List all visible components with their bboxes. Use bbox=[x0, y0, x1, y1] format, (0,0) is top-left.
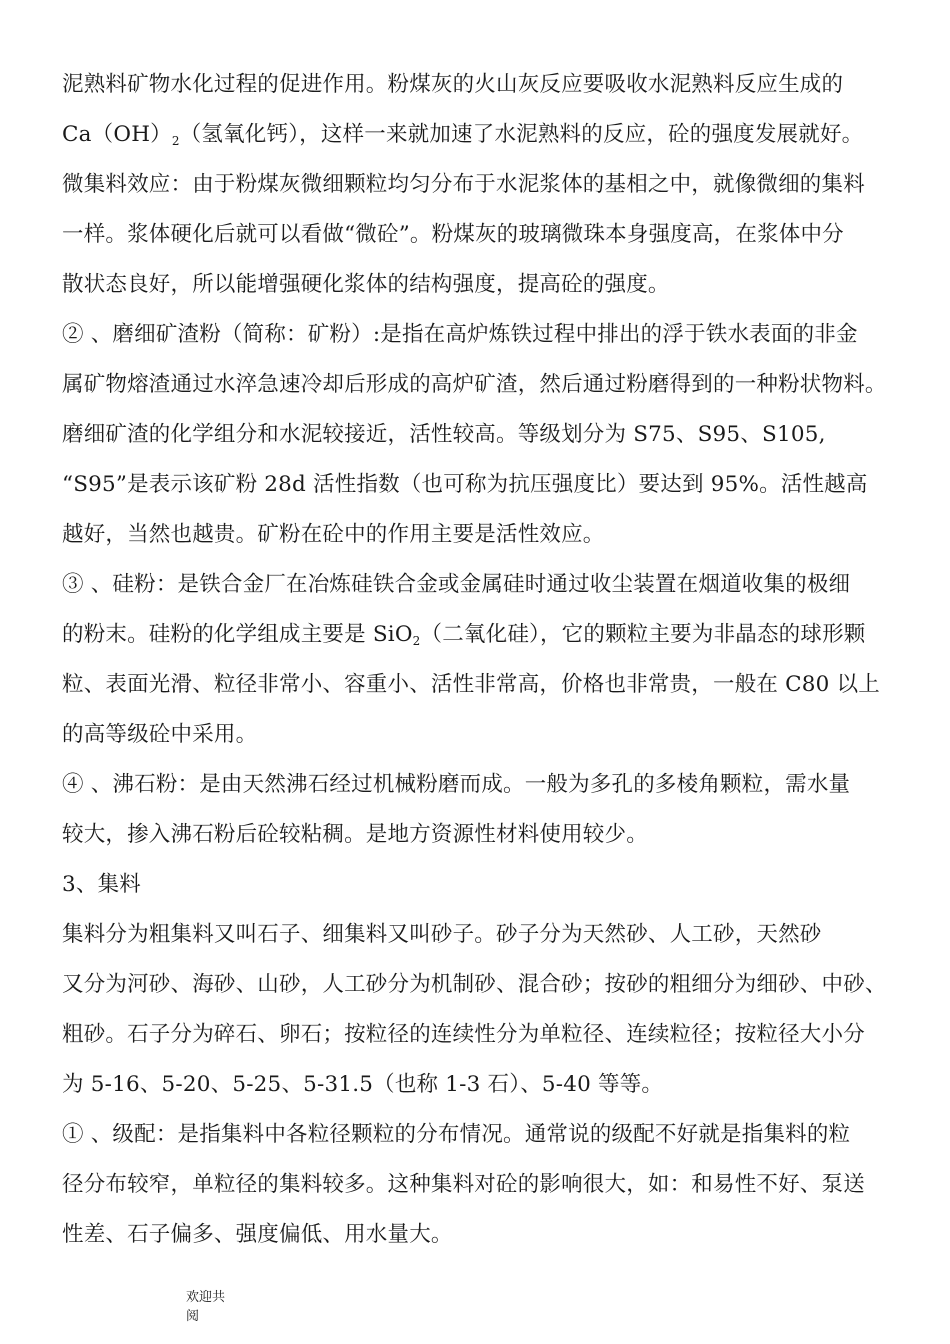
text-line: 的高等级砼中采用。 bbox=[62, 722, 258, 747]
text-line: ④ 、沸石粉：是由天然沸石经过机械粉磨而成。一般为多孔的多棱角颗粒，需水量 bbox=[62, 772, 851, 797]
text-line: ① 、级配：是指集料中各粒径颗粒的分布情况。通常说的级配不好就是指集料的粒 bbox=[62, 1122, 851, 1147]
text-line: ② 、磨细矿渣粉（简称：矿粉）:是指在高炉炼铁过程中排出的浮于铁水表面的非金 bbox=[62, 322, 858, 347]
text-line: 为 5-16、5-20、5-25、5-31.5（也称 1-3 石）、5-40 等等。 bbox=[62, 1072, 664, 1097]
text-line: 越好，当然也越贵。矿粉在砼中的作用主要是活性效应。 bbox=[62, 522, 605, 547]
text-line: 散状态良好，所以能增强硬化浆体的结构强度，提高砼的强度。 bbox=[62, 272, 670, 297]
text-line: 3、集料 bbox=[62, 872, 141, 897]
text-segment: Ca（OH） bbox=[62, 122, 172, 147]
text-line: 泥熟料矿物水化过程的促进作用。粉煤灰的火山灰反应要吸收水泥熟料反应生成的 bbox=[62, 72, 844, 97]
text-line: 粒、表面光滑、粒径非常小、容重小、活性非常高，价格也非常贵，一般在 C80 以上 bbox=[62, 672, 880, 697]
text-segment: （二氧化硅），它的颗粒主要为非晶态的球形颗 bbox=[420, 622, 866, 647]
text-line bbox=[62, 122, 863, 154]
footer-line-1: 欢迎共 bbox=[186, 1290, 226, 1305]
text-line: 磨细矿渣的化学组分和水泥较接近，活性较高。等级划分为 S75、S95、S105, bbox=[62, 422, 826, 447]
text-line: 径分布较窄，单粒径的集料较多。这种集料对砼的影响很大，如：和易性不好、泵送 bbox=[62, 1172, 865, 1197]
text-line: 一样。浆体硬化后就可以看做“微砼”。粉煤灰的玻璃微珠本身强度高，在浆体中分 bbox=[62, 222, 844, 247]
subscript: 2 bbox=[171, 134, 180, 148]
text-line: ③ 、硅粉：是铁合金厂在冶炼硅铁合金或金属硅时通过收尘装置在烟道收集的极细 bbox=[62, 572, 851, 597]
page-footer bbox=[186, 1288, 225, 1326]
text-line: 较大，掺入沸石粉后砼较粘稠。是地方资源性材料使用较少。 bbox=[62, 822, 648, 847]
subscript: 2 bbox=[412, 634, 421, 648]
text-line: 性差、石子偏多、强度偏低、用水量大。 bbox=[62, 1222, 453, 1247]
text-segment: （氢氧化钙），这样一来就加速了水泥熟料的反应，砼的强度发展就好。 bbox=[179, 122, 864, 147]
text-line: “S95”是表示该矿粉 28d 活性指数（也可称为抗压强度比）要达到 95%。活性越高 bbox=[62, 472, 868, 497]
text-line: 集料分为粗集料又叫石子、细集料又叫砂子。砂子分为天然砂、人工砂，天然砂 bbox=[62, 922, 822, 947]
text-line: 属矿物熔渣通过水淬急速冷却后形成的高炉矿渣，然后通过粉磨得到的一种粉状物料。 bbox=[62, 372, 887, 397]
text-line: 粗砂。石子分为碎石、卵石；按粒径的连续性分为单粒径、连续粒径；按粒径大小分 bbox=[62, 1022, 865, 1047]
text-line: 微集料效应：由于粉煤灰微细颗粒均匀分布于水泥浆体的基相之中，就像微细的集料 bbox=[62, 172, 865, 197]
text-line bbox=[62, 622, 865, 654]
text-segment: 的粉末。硅粉的化学组成主要是 SiO bbox=[62, 622, 413, 647]
text-line: 又分为河砂、海砂、山砂，人工砂分为机制砂、混合砂；按砂的粗细分为细砂、中砂、 bbox=[62, 972, 887, 997]
footer-line-2: 阅 bbox=[186, 1309, 200, 1324]
